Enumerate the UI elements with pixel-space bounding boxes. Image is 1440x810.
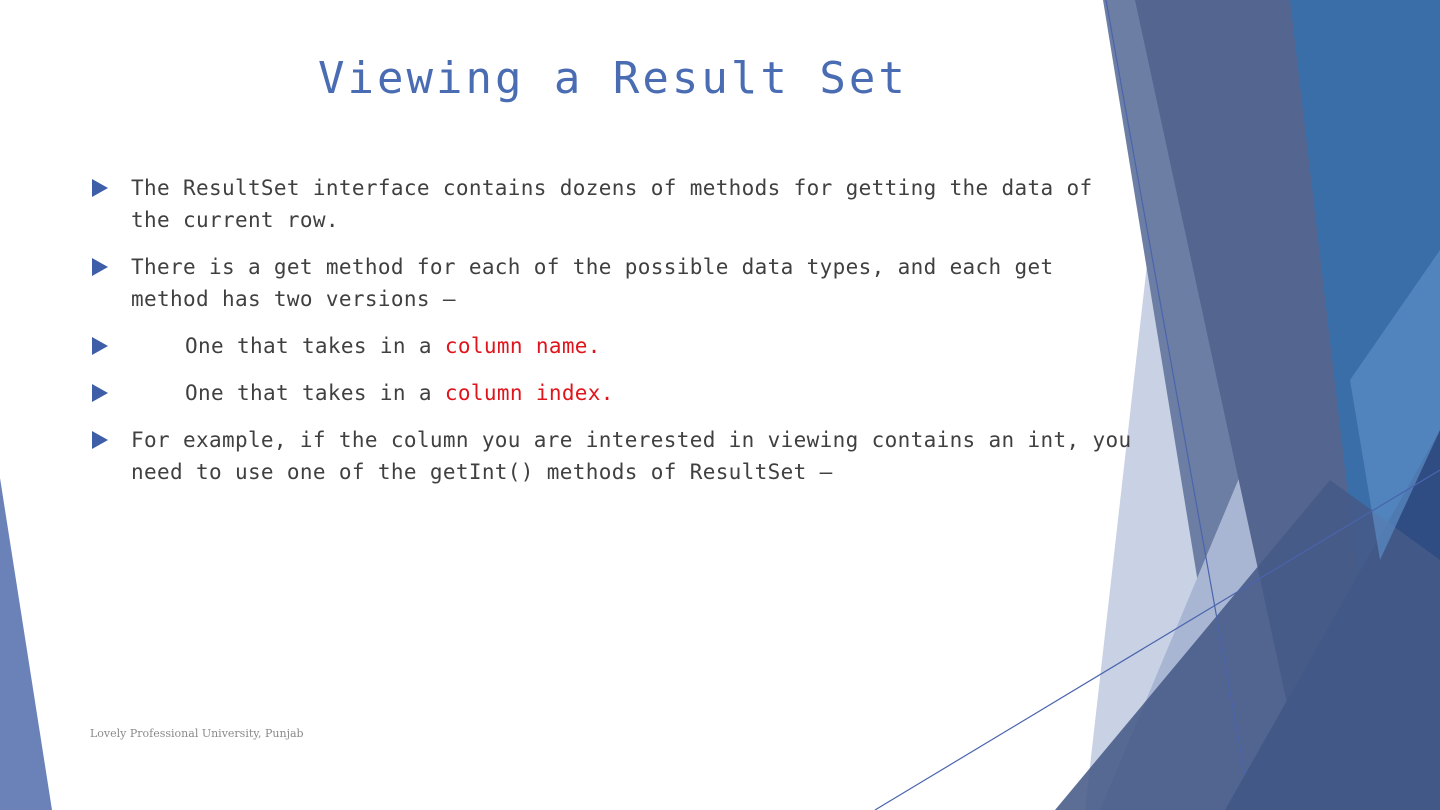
- left-edge-facet: [0, 478, 52, 810]
- bullet-item: [90, 377, 1185, 409]
- slide-title: Viewing a Result Set: [318, 53, 908, 104]
- bullet-item: [90, 172, 1185, 236]
- bullet-text-line: For example, if the column you are interested in viewing contains an int, you: [131, 428, 1132, 452]
- bullet-arrow-icon: [92, 258, 108, 276]
- bullet-text-line: [185, 330, 1185, 362]
- bullet-list: [90, 172, 1185, 488]
- bullet-item: [90, 424, 1185, 488]
- bullet-arrow-icon: [92, 337, 108, 355]
- bullet-text-line: method has two versions —: [131, 287, 456, 311]
- bullet-arrow-icon: [92, 179, 108, 197]
- highlighted-term: column index.: [444, 381, 614, 405]
- bullet-arrow-icon: [92, 431, 108, 449]
- bullet-item: [90, 251, 1185, 315]
- bullet-text-line: the current row.: [131, 208, 339, 232]
- bullet-text-line: need to use one of the getInt() methods of ResultSet —: [131, 460, 833, 484]
- bullet-text-line: [185, 377, 1185, 409]
- footer-text: Lovely Professional University, Punjab: [90, 727, 304, 740]
- bullet-item: [90, 330, 1185, 362]
- bullet-text-line: The ResultSet interface contains dozens of methods for getting the data of: [131, 176, 1093, 200]
- bullet-text-line: There is a get method for each of the possible data types, and each get: [131, 255, 1054, 279]
- highlighted-term: column name.: [444, 334, 601, 358]
- bullet-text: One that takes in a: [185, 381, 445, 405]
- bullet-arrow-icon: [92, 384, 108, 402]
- bullet-text: One that takes in a: [185, 334, 445, 358]
